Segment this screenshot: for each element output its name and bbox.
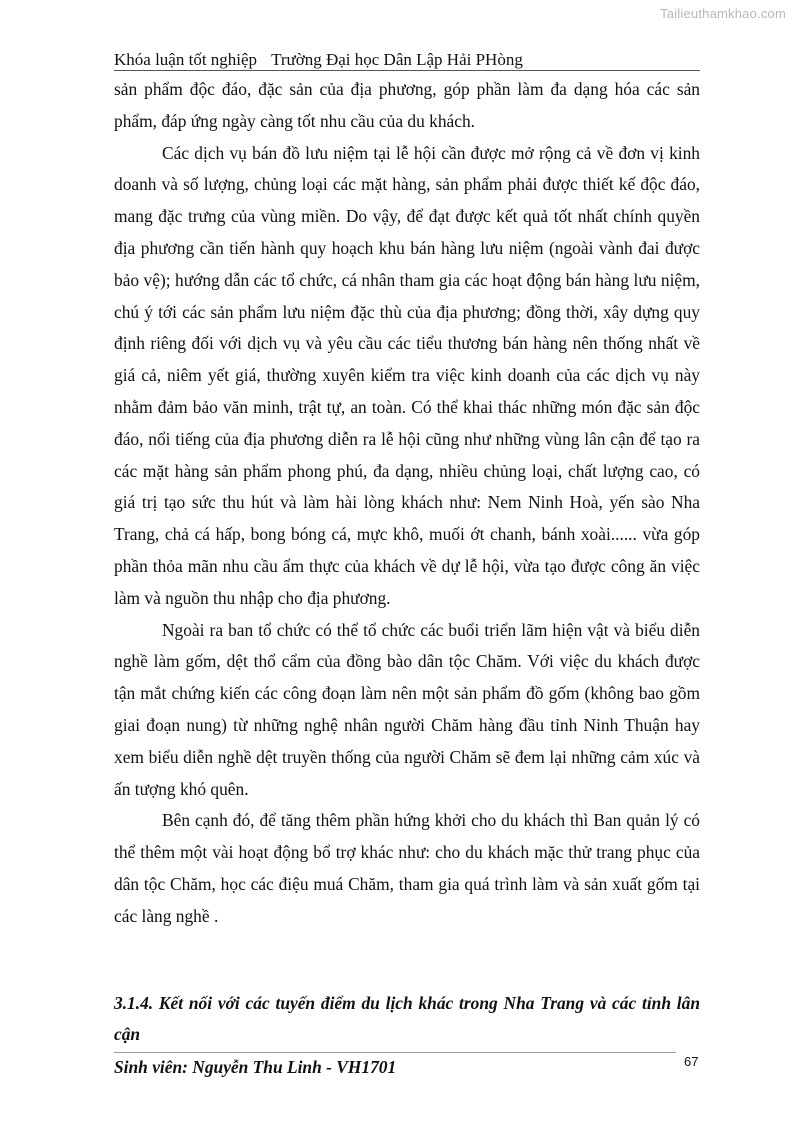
paragraph-continuation: sản phẩm độc đáo, đặc sản của địa phương, góp phần làm đa dạng hóa các sản phẩm, đáp ứng ngày càng tốt nhu cầu của du khách. bbox=[114, 79, 700, 131]
section-heading: 3.1.4. Kết nối với các tuyến điểm du lịch khác trong Nha Trang và các tỉnh lân cận bbox=[114, 993, 700, 1044]
body-text bbox=[114, 74, 700, 933]
header-university-name: Trường Đại học Dân Lập Hải PHòng bbox=[271, 50, 523, 69]
page-number: 67 bbox=[684, 1054, 699, 1069]
paragraph-cham-exhibition: Ngoài ra ban tổ chức có thể tổ chức các buổi triển lãm hiện vật và biểu diễn nghề làm gốm, dệt thổ cẩm của đồng bào dân tộc Chăm. Với việc du khách được tận mắt chứng kiến các công đoạn làm nên một sản phẩm đồ gốm (không bao gồm giai đoạn nung) từ những nghệ nhân người Chăm hàng đầu tỉnh Ninh Thuận hay xem biểu diễn nghề dệt truyền thống của người Chăm sẽ đem lại những cảm xúc và ấn tượng khó quên. bbox=[114, 619, 700, 799]
footer-student-name: Sinh viên: Nguyễn Thu Linh - VH1701 bbox=[114, 1057, 397, 1077]
paragraph-supporting-activities: Bên cạnh đó, để tăng thêm phần hứng khởi cho du khách thì Ban quản lý có thể thêm một vài hoạt động bổ trợ khác như: cho du khách mặc thử trang phục của dân tộc Chăm, học các điệu muá Chăm, tham gia quá trình làm và sản xuất gốm tại các làng nghề . bbox=[114, 810, 700, 926]
watermark: Tailieuthamkhao.com bbox=[660, 6, 786, 21]
paragraph-souvenir-services: Các dịch vụ bán đồ lưu niệm tại lễ hội cần được mở rộng cả về đơn vị kinh doanh và số lượng, chủng loại các mặt hàng, sản phẩm phải được thiết kế độc đáo, mang đặc trưng của vùng miền. Do vậy, để đạt được kết quả tốt nhất chính quyền địa phương cần tiến hành quy hoạch khu bán hàng lưu niệm (ngoài vành đai được bảo vệ); hướng dẫn các tổ chức, cá nhân tham gia các hoạt động bán hàng lưu niệm, chú ý tới các sản phẩm lưu niệm đặc thù của địa phương; đồng thời, xây dựng quy định riêng đối với dịch vụ và yêu cầu các tiểu thương bán hàng nên thống nhất về giá cả, niêm yết giá, thường xuyên kiểm tra việc kinh doanh của các dịch vụ này nhằm đảm bảo văn minh, trật tự, an toàn. Có thể khai thác những món đặc sản độc đáo, nổi tiếng của địa phương diễn ra lễ hội cũng như những vùng lân cận để tạo ra các mặt hàng sản phẩm phong phú, đa dạng, nhiều chủng loại, chất lượng cao, có giá trị tạo sức thu hút và làm hài lòng khách như: Nem Ninh Hoà, yến sào Nha Trang, chả cá hấp, bong bóng cá, mực khô, muối ớt chanh, bánh xoài...... vừa góp phần thỏa mãn nhu cầu ẩm thực của khách về dự lễ hội, vừa tạo được công ăn việc làm và nguồn thu nhập cho địa phương. bbox=[114, 142, 700, 608]
footer-divider bbox=[114, 1052, 676, 1053]
page-header bbox=[114, 50, 700, 71]
header-thesis-label: Khóa luận tốt nghiệp bbox=[114, 50, 258, 69]
